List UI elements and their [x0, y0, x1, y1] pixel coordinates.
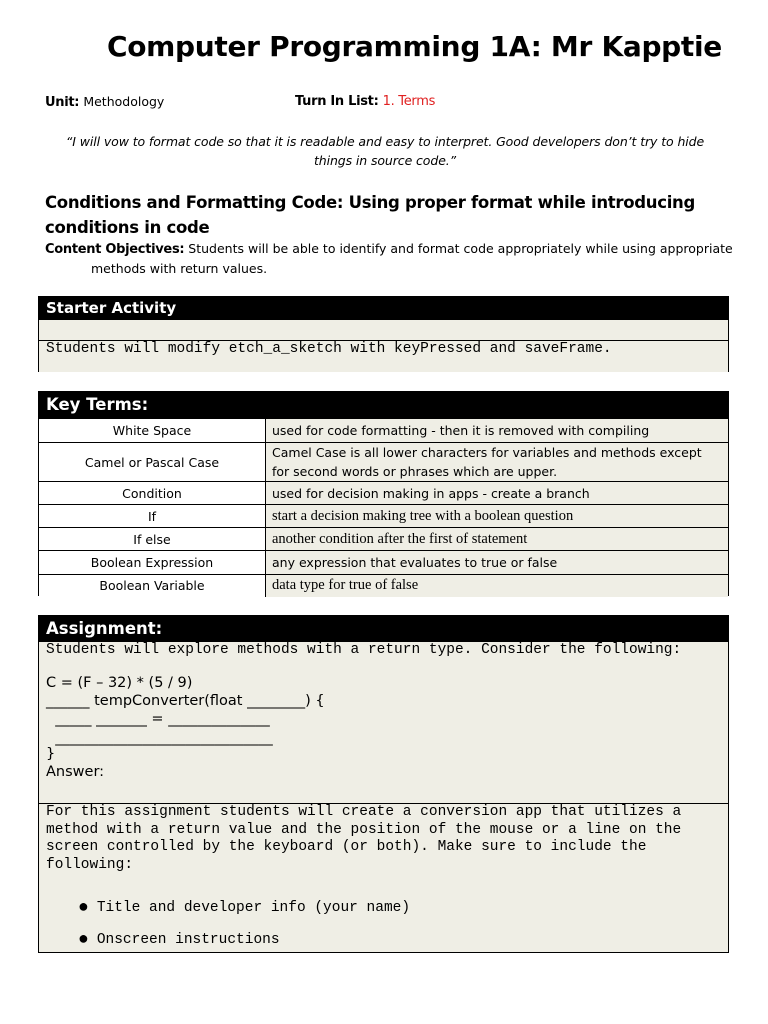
starter-text: Students will modify etch_a_sketch with keyPressed and saveFrame.: [39, 340, 728, 372]
assignment-heading: Assignment:: [39, 616, 728, 642]
table-row: [39, 482, 728, 505]
assignment-exercise: [39, 642, 728, 803]
definition-cell: Camel Case is all lower characters for variables and methods except for second words or phrases which are upper.: [266, 443, 729, 482]
assignment-description: For this assignment students will create a conversion app that utilizes a method with a return value and the position of the mouse or a line on the screen controlled by the keyboard (or both). Make sure to include the following:: [46, 804, 682, 873]
code-line-4: }: [46, 746, 56, 762]
definition-cell: another condition after the first of statement: [266, 528, 729, 551]
unit-field: [45, 94, 164, 110]
term-cell: Condition: [39, 482, 266, 505]
unit-value: Methodology: [83, 94, 165, 109]
assignment-box: [38, 615, 729, 953]
content-objectives: [45, 239, 735, 278]
starter-heading: Starter Activity: [39, 297, 728, 319]
assignment-description-box: [39, 803, 728, 952]
definition-cell: used for code formatting - then it is removed with compiling: [266, 419, 729, 443]
meta-row: [45, 94, 735, 112]
objectives-line-1: Students will be able to identify and format code appropriately while using appropriate: [188, 241, 733, 256]
key-terms-heading: Key Terms:: [39, 392, 728, 418]
answer-label: Answer:: [46, 764, 105, 780]
page-title: Computer Programming 1A: Mr Kapptie: [106, 30, 722, 63]
key-terms-box: [38, 391, 729, 596]
term-cell: If else: [39, 528, 266, 551]
table-row: [39, 551, 728, 575]
turn-in-value: 1. Terms: [382, 94, 436, 109]
list-item: [78, 929, 280, 949]
starter-activity-box: [38, 296, 729, 372]
bullet-text: Title and developer info (your name): [96, 900, 411, 916]
bullet-text: Onscreen instructions: [96, 932, 280, 948]
term-cell: Boolean Expression: [39, 551, 266, 575]
formula: C = (F – 32) * (5 / 9): [46, 675, 193, 691]
starter-spacer: [39, 319, 728, 340]
term-cell: Camel or Pascal Case: [39, 443, 266, 482]
quote: “I will vow to format code so that it is readable and easy to interpret. Good developers don’t try to hide things in source code.”: [65, 134, 705, 168]
key-terms-table: [39, 418, 728, 597]
definition-cell: any expression that evaluates to true or false: [266, 551, 729, 575]
assignment-intro: Students will explore methods with a return type. Consider the following:: [46, 642, 682, 658]
objectives-label: Content Objectives:: [45, 242, 185, 257]
unit-label: Unit:: [45, 95, 80, 110]
table-row: [39, 419, 728, 443]
code-line-3: ______________________________: [46, 730, 273, 746]
table-row: [39, 505, 728, 528]
code-line-2: _____ _______ = ______________: [46, 711, 270, 727]
table-row: [39, 443, 728, 482]
definition-cell: start a decision making tree with a boolean question: [266, 505, 729, 528]
table-row: [39, 528, 728, 551]
lesson-heading: Conditions and Formatting Code: Using proper format while introducing conditions in code: [45, 193, 696, 237]
objectives-line-2: methods with return values.: [91, 261, 268, 276]
code-line-1: ______ tempConverter(float ________) {: [46, 693, 325, 709]
definition-cell: used for decision making in apps - create a branch: [266, 482, 729, 505]
list-item: [78, 897, 410, 917]
turn-in-field: [295, 94, 435, 109]
bullet-icon: ●: [78, 898, 89, 918]
term-cell: If: [39, 505, 266, 528]
term-cell: Boolean Variable: [39, 575, 266, 597]
table-row: [39, 575, 728, 597]
bullet-icon: ●: [78, 930, 89, 950]
definition-cell: data type for true of false: [266, 575, 729, 597]
turn-in-label: Turn In List:: [295, 94, 379, 109]
term-cell: White Space: [39, 419, 266, 443]
